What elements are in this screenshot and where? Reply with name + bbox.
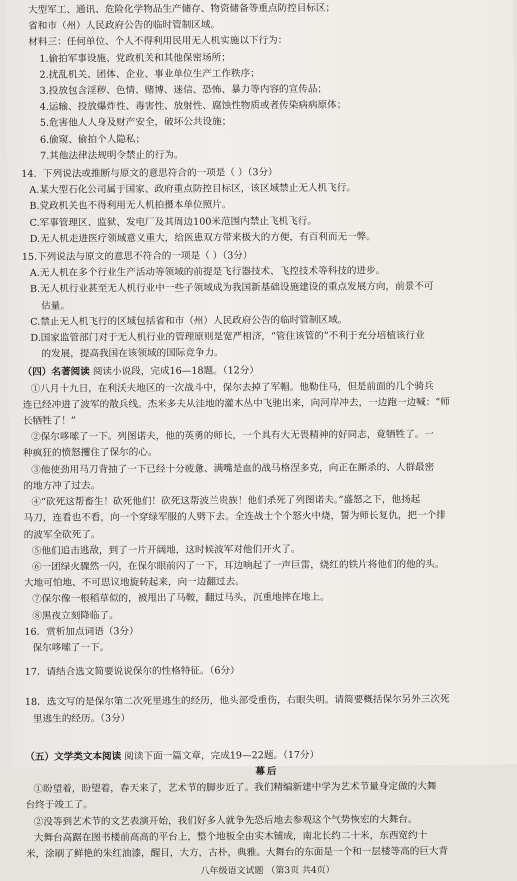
- passage-line: ⑦保尔像一根稻草似的，被甩出了马鞍，翻过马头，沉重地摔在地上。: [32, 592, 330, 606]
- question-17: 17．请结合选文简要说说保尔的性格特征。（6分）: [24, 665, 240, 679]
- option-a: A.某大型石化公司属于国家、政府重点防控目标区，该区域禁止无人机飞行。: [29, 182, 356, 197]
- question-stem: 15.下列说法与原文的意思不符合的一项是（ ）（3分）: [21, 250, 253, 263]
- passage-line: 长牺牲了！”: [22, 415, 76, 427]
- question-14: [21, 164, 505, 248]
- question-16-target: 保尔哆嗦了一下。: [32, 642, 110, 654]
- passage-line: 的地方冲了过去。: [23, 480, 101, 492]
- option-c: C.禁止无人机飞行的区域包括省和市（州）人民政府公告的临时管制区域。: [30, 314, 348, 328]
- option-c: C.军事管理区、监狱、发电厂及其周边100米范围内禁止飞机飞行。: [29, 215, 317, 229]
- material-block: [20, 0, 504, 165]
- section-intro: 阅读小说段，完成16—18题。（12分）: [92, 365, 259, 378]
- option-b-cont: 估量。: [41, 300, 70, 312]
- text-line: 省和市（州）人民政府公告的临时管制区域。: [28, 19, 221, 33]
- passage-line: ③他使劲用马刀背抽了一下已经十分疲惫、满嘴是血的战马格涅多克，向正在厮杀的、人群最密: [31, 461, 435, 476]
- passage-line: 的波军全砍死了。: [23, 528, 101, 541]
- question-18-cont: 里逃生的经历。（3分）: [32, 712, 131, 725]
- text-line: 6.偷窥、偷拍个人隐私；: [39, 133, 146, 146]
- passage-line: ①八月十九日，在利沃夫地区的一次战斗中，保尔去掉了军帽。他勒住马，但是前面的几个骑兵: [30, 380, 434, 395]
- text-line: 2.扰乱机关、团体、企业、事业单位生产工作秩序；: [39, 68, 260, 81]
- option-d-cont: 的发展，提高我国在该领域的国际竞争力。: [41, 347, 224, 361]
- passage-line: 大舞台高踞在图书楼前高高的平台上，整个地板全由实木铺成，南北长约二十米，东西宽约十: [33, 829, 428, 844]
- text-line: 1.偷拍军事设施、党政机关和其他保密场所；: [39, 52, 231, 65]
- section-heading: （五）文学类文本阅读: [25, 750, 122, 763]
- passage-line: ②保尔哆嗦了一下。列图诺夫，他的英勇的师长，一个具有大无畏精神的好同志，竟牺牲了。一: [31, 429, 435, 444]
- passage-line: 马刀，连看也不看，向一个穿绿军服的人劈下去。全连战士个个怒火中烧，誓为师长复仇，把一个排: [23, 510, 446, 525]
- page-footer: 八年级语文试题 （第3页 共4页）: [200, 865, 335, 877]
- section-heading: （四）名著阅读: [22, 366, 90, 379]
- exam-page: [6, 0, 517, 877]
- option-b: B.无人机行业甚至无人机行业中一些子领域成为我国新基础设施建设的重点发展方向，前景不可: [29, 281, 434, 296]
- passage-line: ⑥一团绿火骤然一闪，在保尔眼前闪了一下，耳边响起了一声巨雷，烧红的铁片将他们的他的头。: [31, 558, 445, 573]
- section-4: [23, 362, 509, 728]
- text-line: 3.投放包含淫秽、色情、赌博、迷信、恐怖、暴力等内容的宣传品；: [39, 83, 328, 97]
- text-line: 材料三：任何单位、个人不得利用民用无人机实施以下行为：: [28, 35, 288, 49]
- section-intro: 阅读下面一篇文章，完成19—22题。（17分）: [124, 749, 320, 762]
- option-d: D.国家监管部门对于无人机行业的管理原则是宽严相济，“管住该管的”不利于充分培植该行业: [30, 330, 425, 344]
- option-d: D.无人机走进医疗领域意义重大，给医患双方带来极大的方便，有百利而无一弊。: [29, 231, 376, 245]
- text-line: 5.危害他人人身及财产安全，破坏公共设施；: [39, 116, 232, 130]
- text-line: 7.其他法律法规明令禁止的行为。: [40, 149, 184, 162]
- passage-line: 种疯狂的愤怒攫住了保尔的心。: [23, 447, 158, 460]
- question-15: [22, 247, 506, 364]
- question-stem: 14．下列说法或推断与原文的意思符合的一项是（ ）（3分）: [21, 167, 278, 180]
- passage-line: 米，涂刷了鲜艳的朱红油漆，醒目，大方，古朴，典雅。大舞台的东面是一个和一层楼等高的巨大背: [25, 845, 449, 860]
- passage-line: ①盼望着，盼望着，春天来了，艺术节的脚步近了。我们精编新建中学为艺术节量身定做的大舞: [33, 781, 437, 795]
- text-line: 4.运输、投放爆炸性、毒害性、放射性、腐蚀性物质或者传染病病原体；: [39, 99, 347, 113]
- passage-line: ⑧黑夜立刻降临了。: [32, 609, 119, 622]
- passage-line: 大地可怕地、不可思议地旋转起来，向一边翻过去。: [24, 576, 245, 589]
- option-a: A.无人机在多个行业生产活动等领域的前提是飞行器技术、飞控技术等科技的进步。: [29, 265, 386, 280]
- option-b: B.党政机关也不得利用无人机拍摄本单位照片。: [29, 199, 232, 213]
- passage-line: ⑤他们追击逃敌，到了一片开阔地，这时候波军对他们开火了。: [31, 543, 301, 557]
- question-18: 18．选文写的是保尔第二次死里逃生的经历，他头部受重伤，右眼失明。请简要概括保尔另外三次死: [24, 694, 450, 709]
- text-line: 大型军工、通讯、危险化学物品生产储存、物资储备等重点防控目标区；: [28, 2, 336, 16]
- question-16: 16．赏析加点词语（3分）: [24, 625, 139, 638]
- passage-line: 连已经冲进了波军的散兵线。杰米多夫从洼地的灌木丛中飞驰出来，向河岸冲去，一边跑一边喊：“师: [22, 396, 450, 411]
- passage-line: 台终于竣工了。: [25, 799, 93, 812]
- passage-line: ④“砍死这帮畜生！砍死他们！砍死这帮波兰贵族！他们杀死了列图诺夫。”盛怒之下，他扬起: [31, 494, 421, 508]
- section-5: [25, 746, 509, 863]
- passage-line: ②没等到艺术节的文艺表演开始，我们好多人就争先恐后地去参观这个气势恢宏的大舞台。: [33, 813, 418, 828]
- article-title: 幕后: [255, 766, 279, 778]
